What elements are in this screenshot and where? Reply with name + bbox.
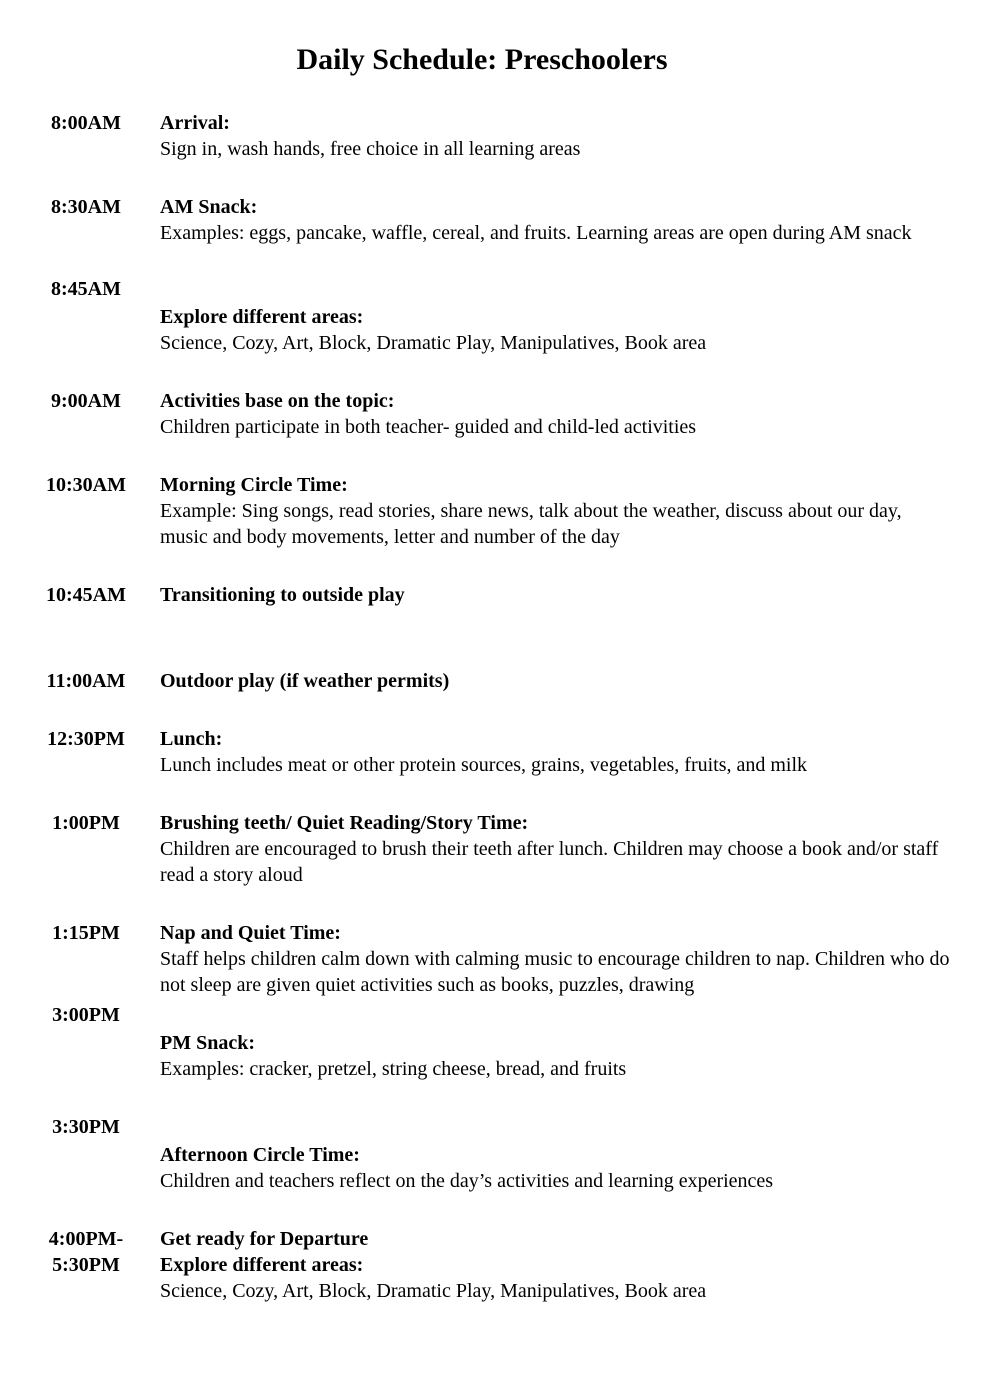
schedule-heading: Lunch: bbox=[160, 728, 223, 750]
schedule-description: Staff helps children calm down with calming music to encourage children to nap. Children who do not sleep are given quiet activities such as books, puzzles, drawing bbox=[160, 948, 950, 996]
schedule-time: 10:45AM bbox=[46, 584, 126, 606]
schedule-heading: PM Snack: bbox=[160, 1032, 255, 1054]
schedule-heading: Transitioning to outside play bbox=[160, 584, 405, 606]
schedule-heading: Outdoor play (if weather permits) bbox=[160, 670, 450, 692]
schedule-time: 8:00AM bbox=[51, 112, 121, 134]
schedule-heading: Afternoon Circle Time: bbox=[160, 1144, 360, 1166]
schedule-heading: AM Snack: bbox=[160, 196, 258, 218]
schedule-subheading: Explore different areas: bbox=[160, 1254, 364, 1276]
schedule-description: Children participate in both teacher- guided and child-led activities bbox=[160, 416, 697, 438]
schedule-description: Sign in, wash hands, free choice in all learning areas bbox=[160, 138, 581, 160]
schedule-time: 11:00AM bbox=[46, 670, 126, 692]
schedule-heading: Nap and Quiet Time: bbox=[160, 922, 341, 944]
schedule-time: 8:30AM bbox=[51, 196, 121, 218]
schedule-time: 10:30AM bbox=[46, 474, 126, 496]
schedule-description: Example: Sing songs, read stories, share news, talk about the weather, discuss about our day, music and body movements, letter and number of the day bbox=[160, 500, 902, 548]
schedule-description: Children and teachers reflect on the day’s activities and learning experiences bbox=[160, 1170, 774, 1192]
schedule-time: 3:00PM bbox=[52, 1004, 120, 1026]
schedule-description: Science, Cozy, Art, Block, Dramatic Play, Manipulatives, Book area bbox=[160, 332, 707, 354]
schedule-description: Children are encouraged to brush their teeth after lunch. Children may choose a book and/or staff read a story aloud bbox=[160, 838, 939, 886]
schedule-heading: Brushing teeth/ Quiet Reading/Story Time: bbox=[160, 812, 529, 834]
schedule-time: 12:30PM bbox=[47, 728, 125, 750]
schedule-time: 8:45AM bbox=[51, 278, 121, 300]
schedule-heading: Morning Circle Time: bbox=[160, 474, 348, 496]
schedule-heading: Arrival: bbox=[160, 112, 230, 134]
schedule-time: 1:00PM bbox=[52, 812, 120, 834]
schedule-description: Lunch includes meat or other protein sources, grains, vegetables, fruits, and milk bbox=[160, 754, 808, 776]
schedule-heading: Activities base on the topic: bbox=[160, 390, 395, 412]
schedule-description: Examples: cracker, pretzel, string cheese, bread, and fruits bbox=[160, 1058, 627, 1080]
schedule-heading: Explore different areas: bbox=[160, 306, 364, 328]
schedule-time: 1:15PM bbox=[52, 922, 120, 944]
schedule-description: Science, Cozy, Art, Block, Dramatic Play, Manipulatives, Book area bbox=[160, 1280, 707, 1302]
schedule-description: Examples: eggs, pancake, waffle, cereal, and fruits. Learning areas are open during AM snack bbox=[160, 222, 912, 244]
schedule-time: 3:30PM bbox=[52, 1116, 120, 1138]
schedule-time-start: 4:00PM- bbox=[48, 1228, 124, 1250]
page-title: Daily Schedule: Preschoolers bbox=[296, 43, 668, 76]
schedule-time: 9:00AM bbox=[51, 390, 121, 412]
schedule-time-end: 5:30PM bbox=[52, 1254, 120, 1276]
schedule-heading: Get ready for Departure bbox=[160, 1228, 369, 1250]
